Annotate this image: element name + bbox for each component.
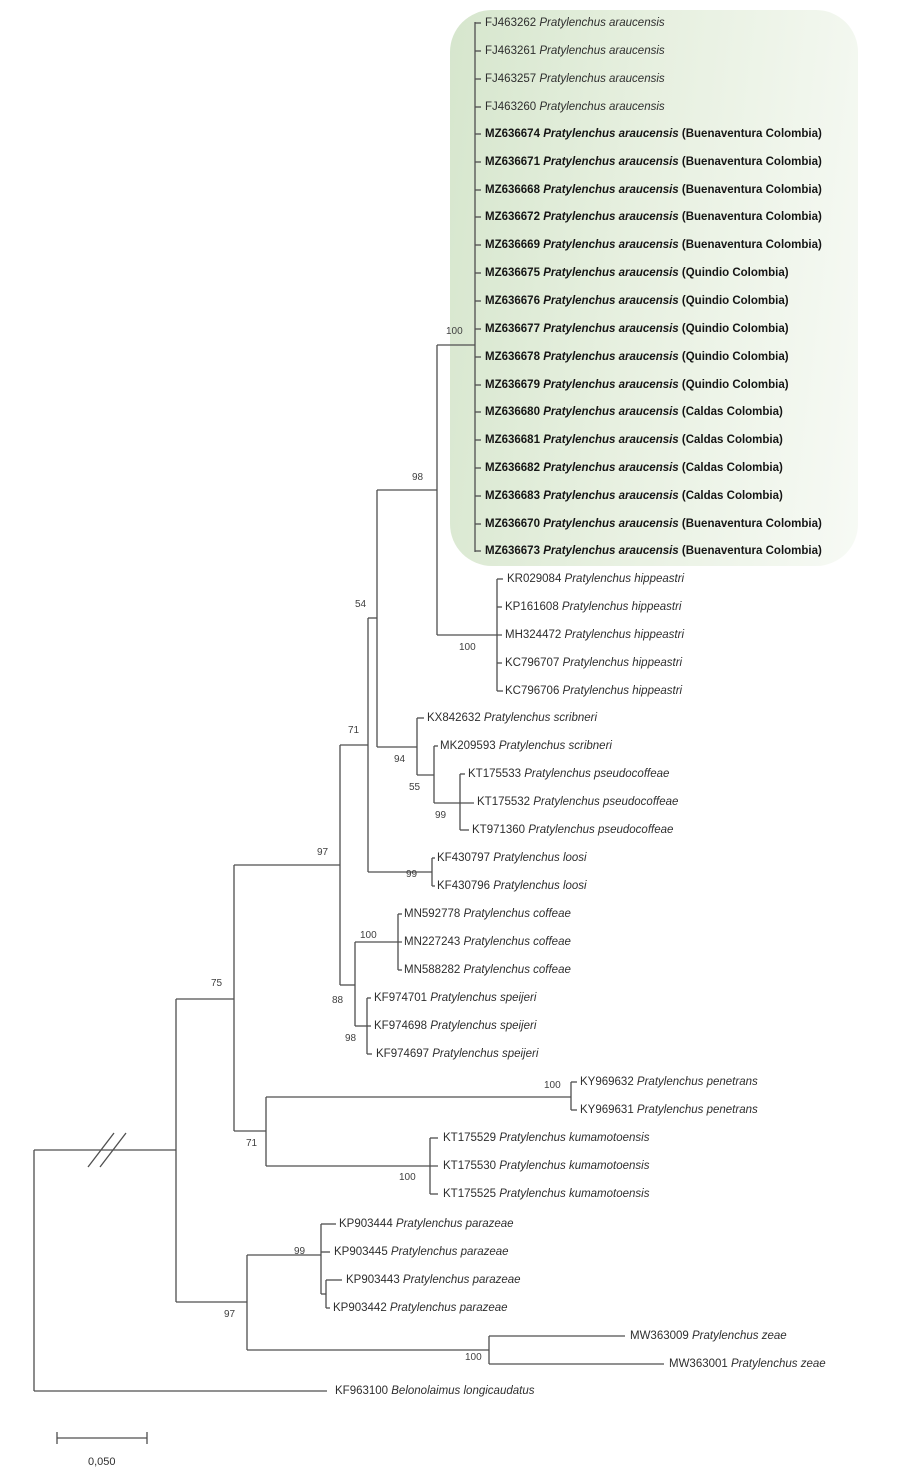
isolate-location: (Buenaventura Colombia) xyxy=(678,211,822,223)
species-name: Pratylenchus penetrans xyxy=(636,1104,758,1116)
bootstrap-value: 99 xyxy=(294,1246,306,1257)
taxon-label xyxy=(485,378,789,392)
accession-number: MZ636669 xyxy=(485,239,544,251)
taxon-label xyxy=(580,1075,758,1089)
species-name: Pratylenchus coffeae xyxy=(463,964,571,976)
isolate-location: (Caldas Colombia) xyxy=(678,434,783,446)
taxon-label xyxy=(485,16,665,30)
accession-number: KP903443 xyxy=(346,1274,403,1286)
bootstrap-value: 88 xyxy=(332,995,344,1006)
taxon-label xyxy=(505,628,684,642)
accession-number: FJ463260 xyxy=(485,101,540,113)
taxon-label xyxy=(477,795,678,809)
bootstrap-value: 99 xyxy=(406,869,418,880)
accession-number: MZ636681 xyxy=(485,434,544,446)
bootstrap-value: 54 xyxy=(355,599,367,610)
accession-number: MZ636677 xyxy=(485,323,544,335)
accession-number: KY969631 xyxy=(580,1104,637,1116)
species-name: Pratylenchus araucensis xyxy=(539,17,665,29)
species-name: Pratylenchus pseudocoffeae xyxy=(524,768,670,780)
taxon-label xyxy=(485,183,822,197)
bootstrap-value: 100 xyxy=(446,326,463,337)
taxon-label xyxy=(334,1245,509,1259)
taxon-label xyxy=(404,963,571,977)
species-name: Pratylenchus araucensis xyxy=(543,490,679,502)
accession-number: MH324472 xyxy=(505,629,565,641)
taxon-label xyxy=(333,1301,508,1315)
accession-number: KF963100 xyxy=(335,1385,392,1397)
accession-number: KT175525 xyxy=(443,1188,500,1200)
taxon-label xyxy=(437,879,587,893)
taxon-label xyxy=(485,155,822,169)
bootstrap-value: 75 xyxy=(211,978,223,989)
species-name: Pratylenchus speijeri xyxy=(430,992,537,1004)
accession-number: KF974701 xyxy=(374,992,431,1004)
accession-number: KF974698 xyxy=(374,1020,431,1032)
species-name: Pratylenchus hippeastri xyxy=(564,629,685,641)
taxon-label xyxy=(440,739,612,753)
accession-number: KT971360 xyxy=(472,824,529,836)
bootstrap-value: 55 xyxy=(409,782,421,793)
species-name: Pratylenchus hippeastri xyxy=(561,601,682,613)
accession-number: KT175532 xyxy=(477,796,534,808)
accession-number: MZ636676 xyxy=(485,295,544,307)
isolate-location: (Quindio Colombia) xyxy=(678,267,789,279)
scale-bar-label: 0,050 xyxy=(88,1456,116,1468)
accession-number: MZ636673 xyxy=(485,545,544,557)
species-name: Pratylenchus araucensis xyxy=(539,73,665,85)
bootstrap-value: 97 xyxy=(317,847,329,858)
species-name: Pratylenchus coffeae xyxy=(463,908,571,920)
taxon-label xyxy=(485,127,822,141)
species-name: Pratylenchus hippeastri xyxy=(562,685,683,697)
species-name: Pratylenchus kumamotoensis xyxy=(499,1132,650,1144)
accession-number: KY969632 xyxy=(580,1076,637,1088)
taxon-label xyxy=(404,907,571,921)
isolate-location: (Quindio Colombia) xyxy=(678,323,789,335)
isolate-location: (Quindio Colombia) xyxy=(678,379,789,391)
accession-number: MZ636683 xyxy=(485,490,544,502)
taxon-label xyxy=(485,72,665,86)
species-name: Pratylenchus coffeae xyxy=(463,936,571,948)
taxon-label xyxy=(404,935,571,949)
taxon-label xyxy=(505,656,682,670)
accession-number: MN592778 xyxy=(404,908,464,920)
species-name: Pratylenchus araucensis xyxy=(543,462,679,474)
isolate-location: (Buenaventura Colombia) xyxy=(678,184,822,196)
accession-number: MK209593 xyxy=(440,740,499,752)
taxon-label xyxy=(437,851,587,865)
accession-number: KF974697 xyxy=(376,1048,433,1060)
species-name: Pratylenchus hippeastri xyxy=(564,573,685,585)
accession-number: KP903442 xyxy=(333,1302,390,1314)
isolate-location: (Quindio Colombia) xyxy=(678,351,789,363)
accession-number: MZ636678 xyxy=(485,351,544,363)
bootstrap-value: 97 xyxy=(224,1309,236,1320)
accession-number: MZ636674 xyxy=(485,128,544,140)
taxon-label xyxy=(485,294,789,308)
taxon-label xyxy=(485,100,665,114)
species-name: Pratylenchus pseudocoffeae xyxy=(528,824,674,836)
taxon-label xyxy=(427,711,597,725)
taxon-label xyxy=(505,600,681,614)
accession-number: KX842632 xyxy=(427,712,484,724)
accession-number: KP903445 xyxy=(334,1246,391,1258)
species-name: Pratylenchus parazeae xyxy=(389,1302,508,1314)
species-name: Pratylenchus araucensis xyxy=(539,101,665,113)
taxon-label xyxy=(346,1273,521,1287)
bootstrap-value: 98 xyxy=(345,1033,357,1044)
bootstrap-value: 100 xyxy=(459,642,476,653)
taxon-label xyxy=(443,1159,649,1173)
accession-number: MW363009 xyxy=(630,1330,693,1342)
accession-number: MZ636670 xyxy=(485,518,544,530)
accession-number: KT175533 xyxy=(468,768,525,780)
taxon-label xyxy=(485,405,783,419)
isolate-location: (Caldas Colombia) xyxy=(678,490,783,502)
taxon-label xyxy=(339,1217,514,1231)
taxon-label xyxy=(335,1384,534,1398)
accession-number: MN227243 xyxy=(404,936,464,948)
species-name: Pratylenchus scribneri xyxy=(483,712,598,724)
taxon-label xyxy=(580,1103,758,1117)
isolate-location: (Caldas Colombia) xyxy=(678,406,783,418)
species-name: Pratylenchus araucensis xyxy=(543,545,679,557)
accession-number: KF430797 xyxy=(437,852,494,864)
accession-number: KR029084 xyxy=(507,573,565,585)
accession-number: KT175529 xyxy=(443,1132,500,1144)
taxon-label xyxy=(669,1357,826,1371)
taxon-label xyxy=(376,1047,538,1061)
accession-number: KP161608 xyxy=(505,601,562,613)
taxon-label xyxy=(485,433,783,447)
accession-number: MZ636679 xyxy=(485,379,544,391)
species-name: Pratylenchus araucensis xyxy=(539,45,665,57)
species-name: Pratylenchus speijeri xyxy=(432,1048,539,1060)
taxon-label xyxy=(485,238,822,252)
taxon-label xyxy=(485,461,783,475)
taxon-label xyxy=(443,1131,649,1145)
species-name: Pratylenchus araucensis xyxy=(543,239,679,251)
species-name: Pratylenchus parazeae xyxy=(390,1246,509,1258)
species-name: Belonolaimus longicaudatus xyxy=(391,1385,535,1397)
bootstrap-value: 100 xyxy=(360,930,377,941)
accession-number: MZ636672 xyxy=(485,211,544,223)
accession-number: MZ636675 xyxy=(485,267,544,279)
species-name: Pratylenchus araucensis xyxy=(543,184,679,196)
bootstrap-value: 100 xyxy=(399,1172,416,1183)
species-name: Pratylenchus araucensis xyxy=(543,434,679,446)
bootstrap-value: 71 xyxy=(348,725,360,736)
isolate-location: (Buenaventura Colombia) xyxy=(678,518,822,530)
species-name: Pratylenchus araucensis xyxy=(543,323,679,335)
bootstrap-value: 71 xyxy=(246,1138,258,1149)
taxon-label xyxy=(468,767,669,781)
taxon-label xyxy=(374,991,536,1005)
taxon-label xyxy=(485,322,789,336)
accession-number: FJ463262 xyxy=(485,17,540,29)
species-name: Pratylenchus parazeae xyxy=(395,1218,514,1230)
accession-number: FJ463261 xyxy=(485,45,540,57)
accession-number: KF430796 xyxy=(437,880,494,892)
accession-number: KT175530 xyxy=(443,1160,500,1172)
taxon-label xyxy=(505,684,682,698)
species-name: Pratylenchus araucensis xyxy=(543,518,679,530)
accession-number: MZ636671 xyxy=(485,156,544,168)
accession-number: MN588282 xyxy=(404,964,464,976)
accession-number: KC796706 xyxy=(505,685,563,697)
species-name: Pratylenchus araucensis xyxy=(543,267,679,279)
taxon-label xyxy=(443,1187,649,1201)
taxon-label xyxy=(485,44,665,58)
taxon-label xyxy=(507,572,684,586)
species-name: Pratylenchus zeae xyxy=(731,1358,826,1370)
accession-number: KP903444 xyxy=(339,1218,396,1230)
bootstrap-value: 100 xyxy=(544,1080,561,1091)
isolate-location: (Quindio Colombia) xyxy=(678,295,789,307)
accession-number: KC796707 xyxy=(505,657,563,669)
species-name: Pratylenchus loosi xyxy=(493,852,587,864)
bootstrap-value: 100 xyxy=(465,1352,482,1363)
bootstrap-value: 99 xyxy=(435,810,447,821)
isolate-location: (Buenaventura Colombia) xyxy=(678,239,822,251)
accession-number: FJ463257 xyxy=(485,73,540,85)
species-name: Pratylenchus kumamotoensis xyxy=(499,1188,650,1200)
species-name: Pratylenchus araucensis xyxy=(543,128,679,140)
species-name: Pratylenchus scribneri xyxy=(498,740,612,752)
isolate-location: (Caldas Colombia) xyxy=(678,462,783,474)
accession-number: MW363001 xyxy=(669,1358,732,1370)
species-name: Pratylenchus penetrans xyxy=(636,1076,758,1088)
accession-number: MZ636680 xyxy=(485,406,544,418)
taxon-label xyxy=(485,350,789,364)
taxon-label xyxy=(485,517,822,531)
species-name: Pratylenchus parazeae xyxy=(402,1274,521,1286)
taxon-label xyxy=(485,210,822,224)
taxon-label xyxy=(630,1329,787,1343)
species-name: Pratylenchus araucensis xyxy=(543,295,679,307)
taxon-label xyxy=(472,823,673,837)
taxon-label xyxy=(485,489,783,503)
bootstrap-value: 94 xyxy=(394,754,406,765)
species-name: Pratylenchus loosi xyxy=(493,880,587,892)
species-name: Pratylenchus kumamotoensis xyxy=(499,1160,650,1172)
species-name: Pratylenchus araucensis xyxy=(543,156,679,168)
isolate-location: (Buenaventura Colombia) xyxy=(678,156,822,168)
taxon-label xyxy=(374,1019,536,1033)
species-name: Pratylenchus araucensis xyxy=(543,379,679,391)
species-name: Pratylenchus araucensis xyxy=(543,211,679,223)
isolate-location: (Buenaventura Colombia) xyxy=(678,128,822,140)
species-name: Pratylenchus araucensis xyxy=(543,351,679,363)
accession-number: MZ636682 xyxy=(485,462,544,474)
species-name: Pratylenchus pseudocoffeae xyxy=(533,796,679,808)
bootstrap-value: 98 xyxy=(412,472,424,483)
species-name: Pratylenchus araucensis xyxy=(543,406,679,418)
taxon-label xyxy=(485,266,789,280)
species-name: Pratylenchus zeae xyxy=(692,1330,787,1342)
taxon-label xyxy=(485,544,822,558)
species-name: Pratylenchus speijeri xyxy=(430,1020,537,1032)
accession-number: MZ636668 xyxy=(485,184,544,196)
isolate-location: (Buenaventura Colombia) xyxy=(678,545,822,557)
species-name: Pratylenchus hippeastri xyxy=(562,657,683,669)
